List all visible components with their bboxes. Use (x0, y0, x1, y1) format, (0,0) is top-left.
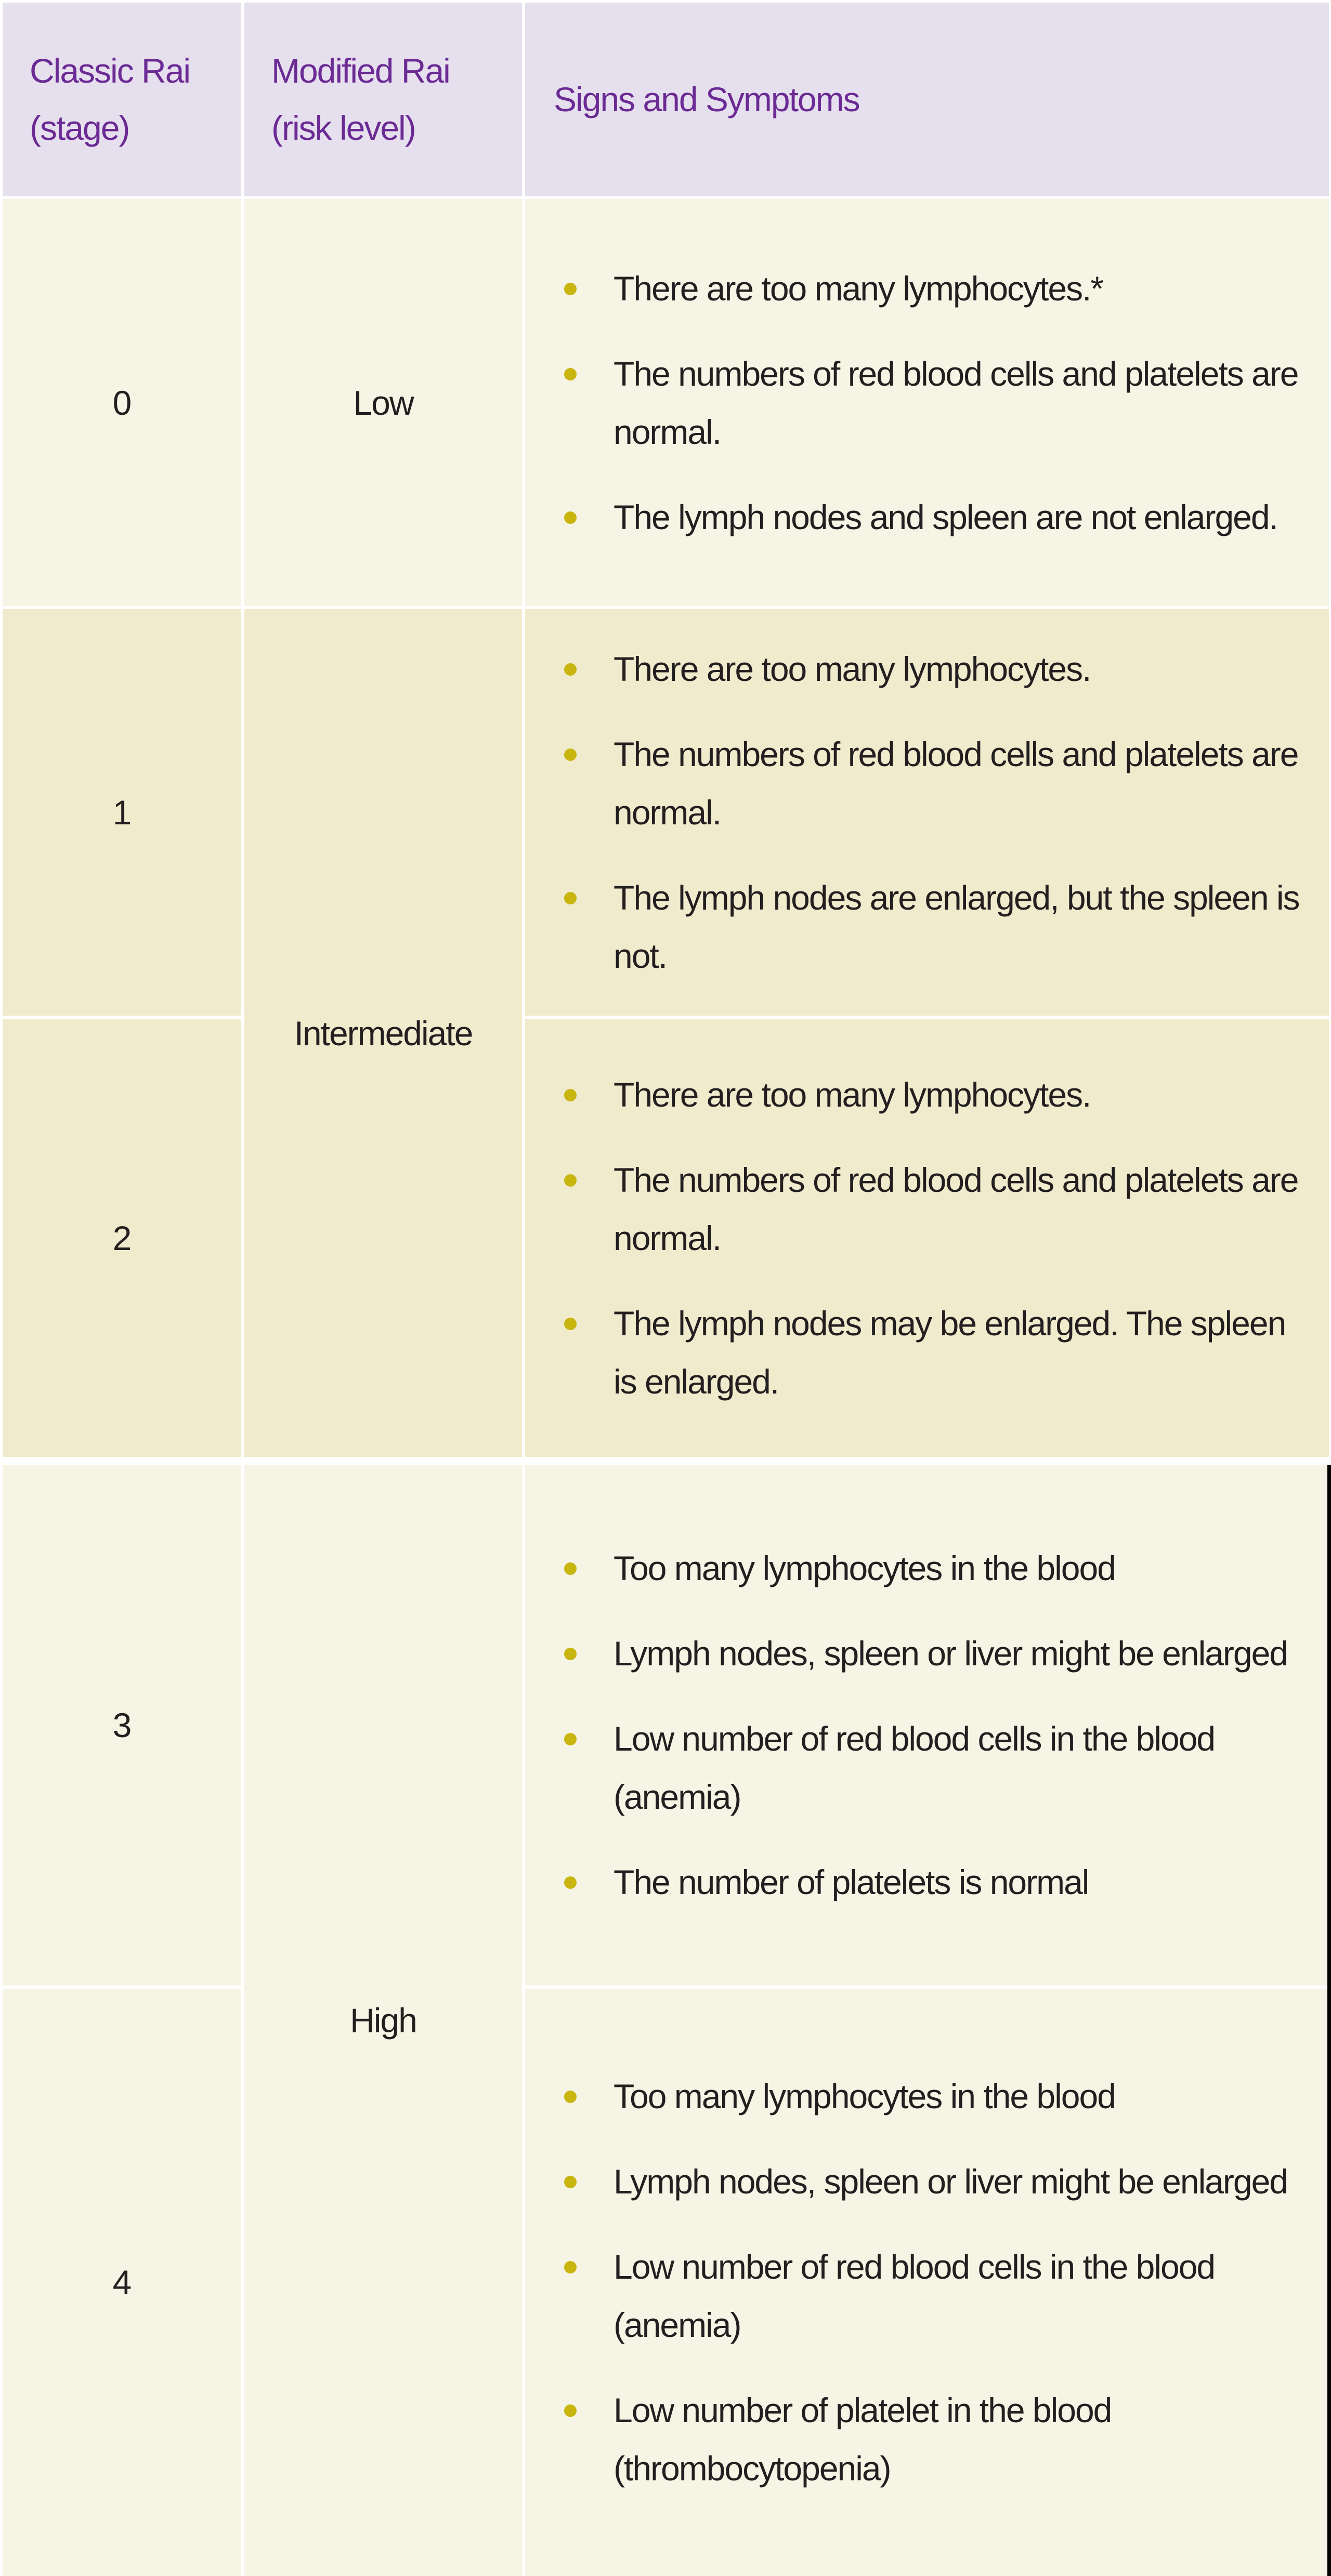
symptoms-cell (525, 199, 1329, 606)
symptom-item: Too many lymphocytes in the blood (614, 2067, 1289, 2125)
symptoms-cell (525, 1019, 1329, 1457)
header-signs-symptoms (525, 3, 1329, 196)
symptoms-cell (525, 1989, 1327, 2576)
bullet-icon (564, 368, 577, 380)
header-signs-symptoms-label: Signs and Symptoms (554, 80, 859, 119)
bullet-icon (564, 1733, 577, 1745)
header-classic-rai (3, 3, 241, 196)
stage-value: 4 (112, 2263, 131, 2302)
symptoms-list (525, 1066, 1310, 1411)
bullet-icon (564, 748, 577, 761)
symptom-item: Lymph nodes, spleen or liver might be enlarged (614, 1624, 1327, 1683)
stage-value: 1 (112, 793, 131, 832)
stage-cell (3, 609, 241, 1016)
header-modified-rai-line1: Modified Rai (271, 51, 450, 90)
bullet-icon (564, 2261, 577, 2273)
symptom-item: Too many lymphocytes in the blood (614, 1539, 1327, 1597)
header-classic-rai-line1: Classic Rai (30, 51, 190, 90)
symptom-item: The lymph nodes and spleen are not enlarged. (614, 488, 1310, 546)
symptom-item: The lymph nodes may be enlarged. The spleen is enlarged. (614, 1294, 1310, 1411)
symptoms-cell (525, 609, 1329, 1016)
stage-cell (3, 1989, 241, 2576)
bullet-icon (564, 1562, 577, 1575)
bullet-icon (564, 511, 577, 524)
stage-value: 0 (112, 383, 131, 422)
symptom-item: Low number of red blood cells in the blood (anemia) (614, 1710, 1327, 1826)
symptom-item: The numbers of red blood cells and platelets are normal. (614, 725, 1310, 842)
stage-value: 3 (112, 1706, 131, 1744)
bullet-icon (564, 2091, 577, 2103)
symptoms-list (525, 2067, 1289, 2498)
risk-level-cell (244, 609, 522, 1457)
header-modified-rai-line2: (risk level) (271, 109, 415, 147)
stage-cell (3, 199, 241, 606)
bullet-icon (564, 1089, 577, 1101)
risk-level-high: High (350, 2001, 416, 2040)
symptom-item: The number of platelets is normal (614, 1853, 1327, 1911)
symptom-item: Low number of platelet in the blood (thrombocytopenia) (614, 2381, 1289, 2498)
stage-value: 2 (112, 1218, 131, 1257)
bullet-icon (564, 1876, 577, 1889)
symptoms-cell (525, 1465, 1327, 1986)
risk-level-cell (244, 199, 522, 606)
symptoms-list (525, 1539, 1327, 1911)
stage-cell (3, 1019, 241, 1457)
bullet-icon (564, 283, 577, 295)
symptom-item: There are too many lymphocytes. (614, 640, 1310, 698)
bullet-icon (564, 2176, 577, 2188)
bullet-icon (564, 1318, 577, 1330)
right-border (1327, 1465, 1331, 2576)
risk-level-cell (244, 1465, 522, 2576)
symptoms-list (525, 640, 1310, 985)
symptom-item: There are too many lymphocytes. (614, 1066, 1310, 1124)
bullet-icon (564, 2404, 577, 2417)
symptom-item: The numbers of red blood cells and platelets are normal. (614, 345, 1310, 461)
stage-cell (3, 1465, 241, 1986)
symptom-item: The lymph nodes are enlarged, but the spleen is not. (614, 869, 1310, 985)
symptoms-list (525, 259, 1310, 546)
bullet-icon (564, 892, 577, 904)
symptom-item: Lymph nodes, spleen or liver might be enlarged (614, 2152, 1289, 2211)
risk-level-low: Low (353, 383, 413, 422)
header-modified-rai (244, 3, 522, 196)
symptom-item: Low number of red blood cells in the blood (anemia) (614, 2238, 1289, 2354)
bullet-icon (564, 663, 577, 676)
symptom-item: The numbers of red blood cells and platelets are normal. (614, 1151, 1310, 1267)
bullet-icon (564, 1174, 577, 1187)
risk-level-intermediate: Intermediate (294, 1014, 473, 1053)
symptom-item: There are too many lymphocytes.* (614, 259, 1310, 318)
bullet-icon (564, 1648, 577, 1660)
header-classic-rai-line2: (stage) (30, 109, 129, 147)
